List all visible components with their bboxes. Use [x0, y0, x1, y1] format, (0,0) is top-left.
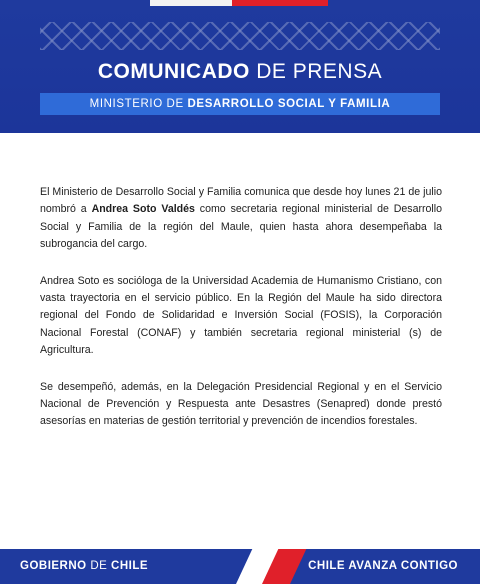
page-title [0, 60, 480, 84]
flag-stripe-white [150, 0, 232, 6]
subtitle-bold-part: DESARROLLO SOCIAL Y FAMILIA [187, 98, 391, 110]
footer-gobierno: GOBIERNO [20, 560, 87, 572]
title-light-part: DE PRENSA [256, 60, 383, 83]
flag-stripe-red [232, 0, 328, 6]
footer-slogan: CHILE AVANZA CONTIGO [308, 560, 458, 572]
ministry-subtitle [40, 93, 440, 115]
paragraph-2: Andrea Soto es socióloga de la Universidad Academia de Humanismo Cristiano, con vasta trayectoria en el servicio público. En la Región del Maule ha sido directora regional del Fondo de Solidaridad e Inversión Social (FOSIS), la Corporación Nacional Forestal (CONAF) y también secretaria regional ministerial (s) de Agricultura. [40, 274, 442, 357]
p1-after: como secretaria regional ministerial de Desarrollo Social y Familia de la región del Maule, quien hasta ahora desempeñaba la subrogancia del cargo. [40, 203, 443, 251]
footer-de: DE [90, 560, 108, 572]
p1-before: El Ministerio de Desarrollo Social y Familia comunica que desde hoy lunes 21 de julio nombró a [40, 186, 442, 216]
subtitle-light-part: MINISTERIO DE [89, 98, 184, 110]
decorative-pattern [40, 22, 440, 50]
header-banner [0, 0, 480, 133]
title-bold-part: COMUNICADO [97, 60, 250, 83]
appointee-name: Andrea Soto Valdés [91, 203, 195, 216]
paragraph-3: Se desempeñó, además, en la Delegación Presidencial Regional y en el Servicio Nacional de Prevención y Respuesta ante Desastres (Senapred) donde prestó asesorías en materias de gestión territorial y prevención de incendios forestales. [40, 380, 442, 428]
paragraph-1 [40, 184, 442, 254]
footer-chile: CHILE [111, 560, 149, 572]
press-release-body [40, 184, 442, 450]
footer-bar [0, 549, 480, 584]
gobierno-de-chile-logo [20, 560, 148, 572]
